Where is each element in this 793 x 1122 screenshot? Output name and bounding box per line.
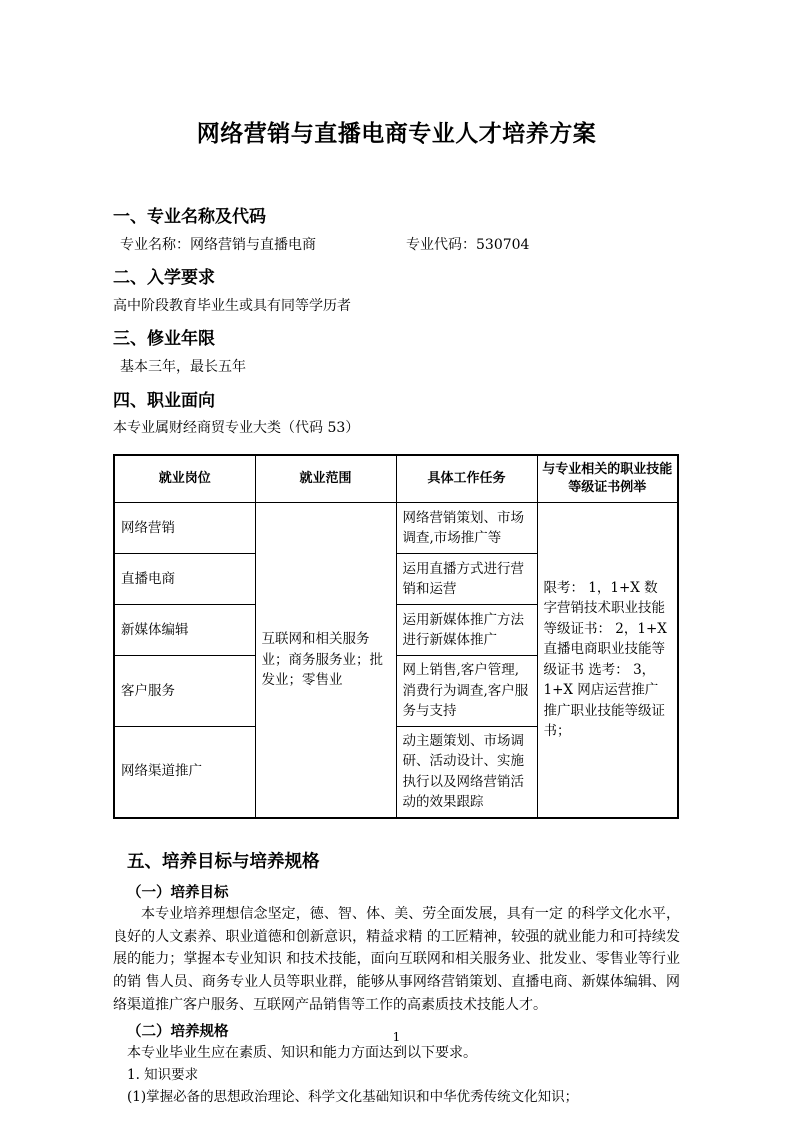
section-heading-5: 五、培养目标与培养规格 (127, 851, 320, 872)
column-header-scope: 就业范围 (255, 455, 396, 503)
major-code: 专业代码：530704 (406, 236, 530, 253)
page-title: 网络营销与直播电商专业人才培养方案 (196, 121, 597, 147)
major-name: 专业名称：网络营销与直播电商 (120, 236, 316, 253)
column-header-post: 就业岗位 (114, 455, 255, 503)
cell-task: 运用新媒体推广方法进行新媒体推广 (396, 605, 537, 656)
cell-certificate-merged: 限考： 1，1+X 数字营销技术职业技能等级证书： 2，1+X 直播电商职业技能等级证书 选考： 3，1+X 网店运营推广推广职业技能等级证书； (537, 503, 678, 818)
cell-scope-merged: 互联网和相关服务业；商务服务业；批发业；零售业 (255, 503, 396, 818)
table-body (114, 503, 678, 818)
cell-task: 运用直播方式进行营销和运营 (396, 554, 537, 605)
cell-post: 新媒体编辑 (114, 605, 255, 656)
training-spec-intro: 本专业毕业生应在素质、知识和能力方面达到以下要求。 (127, 1045, 477, 1062)
career-orientation-text: 本专业属财经商贸专业大类（代码 53） (113, 420, 360, 437)
cell-task: 网上销售,客户管理,消费行为调查,客户服务与支持 (396, 656, 537, 727)
column-header-task: 具体工作任务 (396, 455, 537, 503)
entry-requirement-text: 高中阶段教育毕业生或具有同等学历者 (113, 297, 351, 314)
study-duration-text: 基本三年，最长五年 (120, 358, 246, 375)
cell-post: 客户服务 (114, 656, 255, 727)
section-heading-2: 二、入学要求 (113, 268, 215, 289)
cell-post: 网络营销 (114, 503, 255, 554)
employment-table (113, 454, 679, 819)
document-body (113, 205, 680, 1109)
cell-task: 网络营销策划、市场调查,市场推广等 (396, 503, 537, 554)
cell-post: 网络渠道推广 (114, 726, 255, 818)
section-heading-3: 三、修业年限 (113, 329, 215, 350)
page-number: 1 (392, 1030, 401, 1044)
table-header (114, 455, 678, 503)
cell-post: 直播电商 (114, 554, 255, 605)
subsection-heading-training-spec: （二）培养规格 (127, 1024, 229, 1041)
major-name-code-line (113, 235, 680, 257)
table-row (114, 503, 678, 554)
cell-task: 动主题策划、市场调研、活动设计、实施执行以及网络营销活动的效果跟踪 (396, 726, 537, 818)
knowledge-requirement-item-1: (1)掌握必备的思想政治理论、科学文化基础知识和中华优秀传统文化知识； (127, 1088, 579, 1105)
knowledge-requirement-heading: 1. 知识要求 (127, 1067, 199, 1084)
training-goal-paragraph: 本专业培养理想信念坚定，德、智、体、美、劳全面发展，具有一定 的科学文化水平，良好的人文素养、职业道德和创新意识，精益求精 的工匠精神，较强的就业能力和可持续发展的能力；掌握本专业知识 和技术技能，面向互联网和相关服务业、批发业、零售业等行业的销 售人员、商务专业人员等职业群，能够从事网络营销策划、直播电商、新媒体编辑、网络渠道推广客户服务、互联网产品销售等工作的高素质技术技能人才。 (113, 905, 680, 1013)
section-heading-1: 一、专业名称及代码 (113, 207, 266, 227)
table-header-row (114, 455, 678, 503)
column-header-certificate: 与专业相关的职业技能等级证书例举 (537, 455, 678, 503)
subsection-heading-training-goal: （一）培养目标 (127, 884, 229, 901)
section-heading-4: 四、职业面向 (113, 390, 215, 411)
